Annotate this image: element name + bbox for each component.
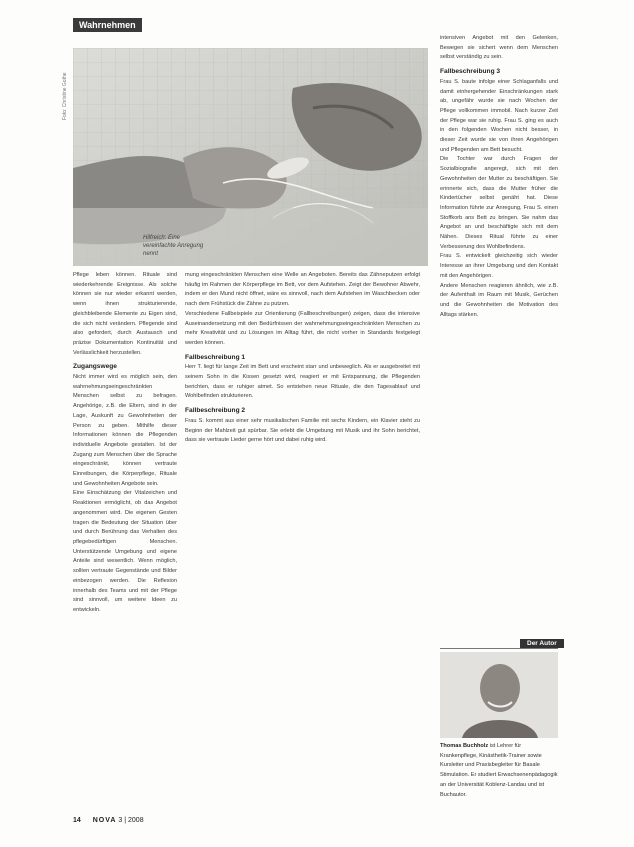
- hands-image: [73, 48, 428, 266]
- article-photo: [73, 48, 428, 266]
- subheading: Fallbeschreibung 2: [185, 407, 246, 415]
- paragraph: mung eingeschränkten Menschen eine Welle an Angeboten. Bereits das Zähneputzen erfolgt häufig im Rahmen der Körperpflege im Bett, vor dem Aufstehen. Zeigt der Bewohner Abwehr, indem er den Mund nicht öffnet, wäre es sinnvoll, nach dem Aufstehen im Waschbecken oder nach dem Frühstück die Zähne zu putzen.: [185, 272, 420, 308]
- author-bio: [440, 742, 558, 800]
- photo-credit: Foto: Christine Gothe: [62, 72, 68, 120]
- author-portrait: [440, 652, 558, 738]
- subheading: Fallbeschreibung 1: [185, 353, 246, 361]
- paragraph: intensiven Angebot mit den Gelenken, Bewegen sie sichert wenn dem Menschen selbst verständig zu sein.: [440, 35, 558, 61]
- subheading: Zugangswege: [73, 363, 117, 371]
- article-column-1: [73, 271, 177, 811]
- subheading: Fallbeschreibung 3: [440, 68, 501, 76]
- paragraph: Frau S. baute infolge einer Schlaganfalls und damit einhergehender Einschränkungen stark ab, ungefähr wurde sie nach Wochen der Pflege vollkommen immobil. Nach kurzer Zeit der Pflege war sie ruhig. Frau S. ging es auch in den folgenden Wochen nicht besser, in dieser Zeit wurde sie von ihren Angehörigen und Pflegenden am Bett besucht.: [440, 78, 558, 153]
- issue-number: 3 | 2008: [118, 817, 144, 824]
- page-footer: [73, 817, 144, 824]
- paragraph: Nicht immer wird es möglich sein, den wahrnehmungseingeschränkten Menschen selbst zu befragen. Angehörige, z.B. die Eltern, sind in der Lage, Auskunft zu Gewohnheiten der Person zu geben. Mithilfe dieser Informationen können die Pflegenden individuelle Angebote gestalten. Ist der Zugang zum Menschen über die Sprache eingeschränkt, können vertraute Einreibungen, die Körperpflege, Rituale und Gewohnheiten Angebote sein.: [73, 374, 177, 487]
- paragraph: Die Tochter war durch Fragen der Sozialbiografie angeregt, sich mit den Gewohnheiten der Mutter zu beschäftigen. Sie erinnerte sich, dass die Mutter früher die Kindertücher selbst genäht hat. Diese Information führte zur Anregung, Frau S. einen Stoffkorb ans Bett zu bringen. Sie nahm das Angebot an und beschäftigte sich mit dem Nähen. Dieses Ritual führte zu einer Verbesserung des Wohlbefindens.: [440, 156, 558, 250]
- page-number: 14: [73, 817, 81, 824]
- paragraph: Andere Menschen reagieren ähnlich, wie z.B. der Aufenthalt im Raum mit Musik, Gerüchen und die Gewohnheiten die Motivation des Alltags stärken.: [440, 282, 558, 318]
- author-divider: [440, 648, 558, 649]
- author-label: Der Autor: [520, 639, 564, 648]
- paragraph: Pflege leben können. Rituale sind wiederkehrende Ereignisse. Als solche können sie nur wieder erkannt werden, wenn ihnen strukturierende, gleichbleibende Elemente zu Eigen sind, die sich nicht verändern. Pflegende sind also gefordert, durch Austausch und präzise Dokumentation Kontinuität und Verlässlichkeit herzustellen.: [73, 272, 177, 356]
- magazine-name: NOVA: [92, 817, 117, 824]
- paragraph: Verschiedene Fallbeispiele zur Orientierung (Fallbeschreibungen) zeigen, dass die intensive Auseinandersetzung mit den Bedürfnissen der wahrnehmungseingeschränkten Menschen zu mehr Kreativität und zu Lösungen im Alltag führt, die nicht vorher in Standards festgelegt werden können.: [185, 310, 420, 346]
- author-name: Thomas Buchholz: [440, 743, 489, 749]
- article-column-2: [185, 271, 427, 811]
- paragraph: Frau S. kommt aus einer sehr musikalischen Familie mit sechs Kindern, ein Klavier steht zu Beginn der Mahlzeit gut spürbar. Sie erlebt die Umgebung mit Musik und ihr Sohn berichtet, dass sie vertraute Lieder gerne hört und dabei ruhig wird.: [185, 417, 420, 444]
- paragraph: Frau S. entwickelt gleichzeitig sich wieder Interesse an ihrer Umgebung und den Kontakt mit den Angehörigen.: [440, 253, 558, 279]
- author-description: ist Lehrer für Krankenpflege, Kinästhetik-Trainer sowie Kursleiter und Praxisbegleiter für Basale Stimulation. Er studiert Erwachsenenpädagogik an der Universität Koblenz-Landau und ist Buchautor.: [440, 743, 558, 798]
- paragraph: Herr T. liegt für lange Zeit im Bett und erscheint starr und unbeweglich. Als er ausgebreitet mit seinem Sohn in die Kissen gesetzt wird, reagiert er mit Entspannung, die Pflegenden berichten, dass er ruhiger atmet. So entstehen neue Rituale, die den Tagesablauf und Wohlbefinden strukturieren.: [185, 364, 420, 400]
- article-column-3: [440, 34, 558, 629]
- photo-caption: Hilfreich: Eine vereinfachte Anregung nennt: [143, 235, 204, 257]
- author-portrait-image: [440, 652, 558, 738]
- paragraph: Eine Einschätzung der Vitalzeichen und Reaktionen ermöglicht, ob das Angebot angenommen wird. Die eigenen Gesten tragen die Bedeutung der Situation über und durch Berührung das Verhalten des pflegebedürftigen Menschen. Unterstützende Umgebung und eigene Anteile sind wesentlich. Wenn möglich, sollten vertraute Gegenstände und Bilder einbezogen werden. Die Reflexion innerhalb des Teams und mit der Pflege sind sinnvoll, um weitere Ideen zu entwickeln.: [73, 490, 177, 613]
- section-label: Wahrnehmen: [73, 18, 142, 32]
